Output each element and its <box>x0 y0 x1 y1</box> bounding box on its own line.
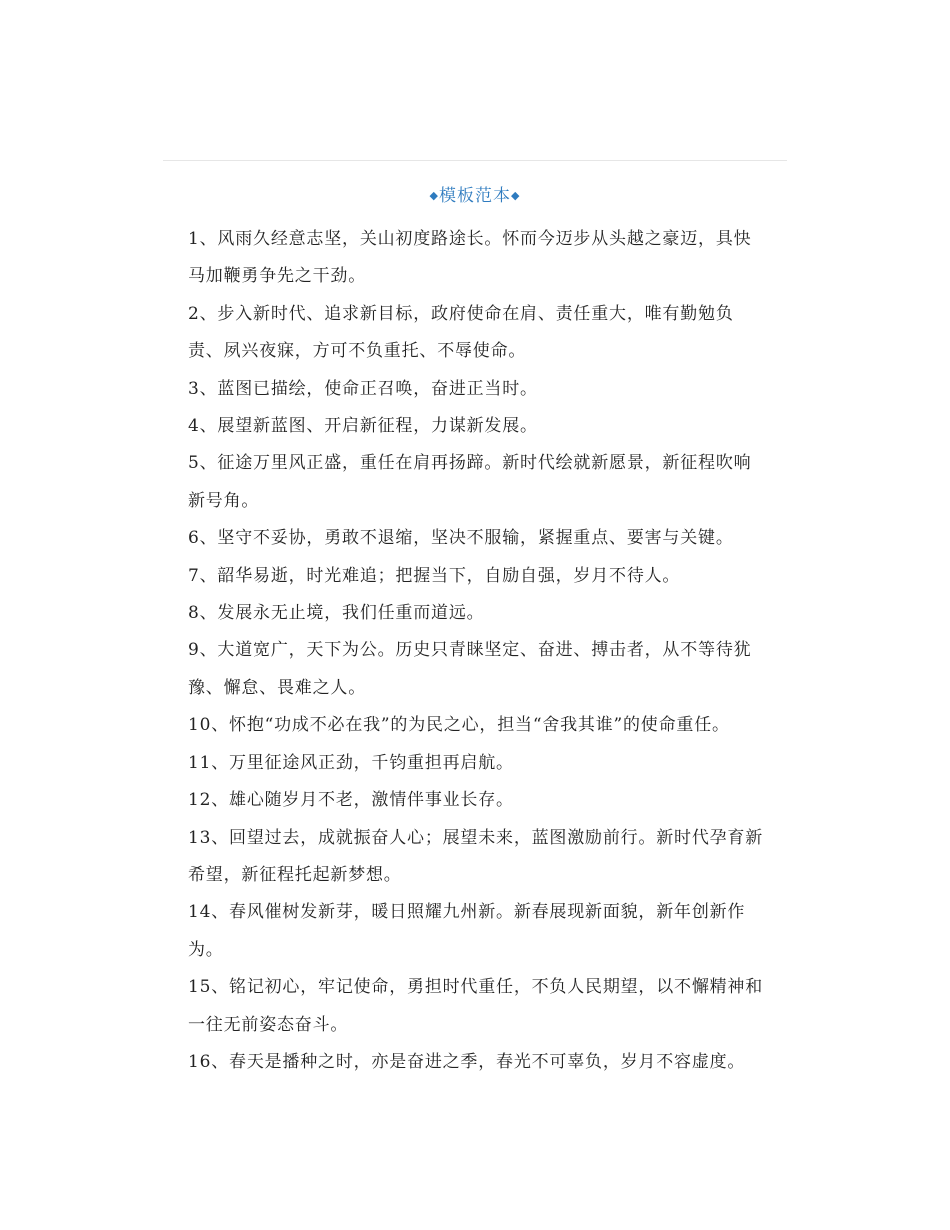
diamond-right-icon: ◆ <box>511 189 521 202</box>
list-item: 3、蓝图已描绘，使命正召唤，奋进正当时。 <box>188 378 538 399</box>
list-item: 6、坚守不妥协，勇敢不退缩，坚决不服输，紧握重点、要害与关键。 <box>188 528 734 549</box>
page-title <box>163 182 787 212</box>
list-item: 15、铭记初心，牢记使命，勇担时代重任，不负人民期望，以不懈精神和一往无前姿态奋斗。 <box>188 977 764 1035</box>
quote-list <box>188 221 768 1081</box>
list-item: 11、万里征途风正劲，千钧重担再启航。 <box>188 752 514 773</box>
list-item: 4、展望新蓝图、开启新征程，力谋新发展。 <box>188 416 538 437</box>
list-item: 5、征途万里风正盛，重任在肩再扬蹄。新时代绘就新愿景，新征程吹响新号角。 <box>188 453 752 511</box>
list-item: 12、雄心随岁月不老，激情伴事业长存。 <box>188 790 514 811</box>
list-item: 16、春天是播种之时，亦是奋进之季，春光不可辜负，岁月不容虚度。 <box>188 1051 746 1072</box>
list-item: 13、回望过去，成就振奋人心；展望未来，蓝图激励前行。新时代孕育新希望，新征程托起新梦想。 <box>188 827 764 885</box>
list-item: 7、韶华易逝，时光难追；把握当下，自励自强，岁月不待人。 <box>188 565 681 586</box>
list-item: 2、步入新时代、追求新目标，政府使命在肩、责任重大，唯有勤勉负责、夙兴夜寐，方可不负重托、不辱使命。 <box>188 303 734 362</box>
diamond-left-icon: ◆ <box>429 189 439 202</box>
top-divider <box>163 160 787 161</box>
list-item: 8、发展永无止境，我们任重而道远。 <box>188 603 485 624</box>
list-item: 14、春风催树发新芽，暖日照耀九州新。新春展现新面貌，新年创新作为。 <box>188 902 746 960</box>
list-item: 10、怀抱“功成不必在我”的为民之心，担当“舍我其谁”的使命重任。 <box>188 715 730 736</box>
list-item: 1、风雨久经意志坚，关山初度路途长。怀而今迈步从头越之豪迈，具快马加鞭勇争先之干劲。 <box>188 229 752 287</box>
page-title-text: 模板范本 <box>439 186 511 206</box>
list-item: 9、大道宽广，天下为公。历史只青睐坚定、奋进、搏击者，从不等待犹豫、懈怠、畏难之人。 <box>188 640 752 698</box>
